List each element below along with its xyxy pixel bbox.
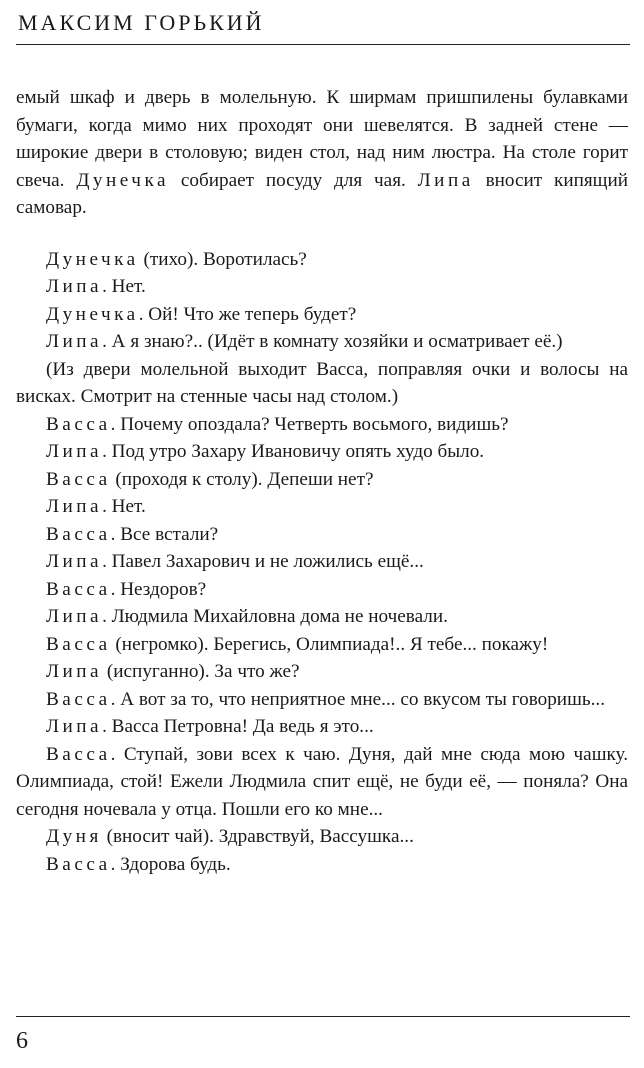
line-text: (вносит чай). Здравствуй, Вассушка... xyxy=(101,826,414,847)
line-text: . Под утро Захару Ивановичу опять худо было. xyxy=(102,441,485,462)
line-text: . Ой! Что же теперь будет? xyxy=(138,303,357,325)
dialogue-line xyxy=(16,246,628,274)
dialogue-line xyxy=(16,658,628,686)
line-text: . Почему опоздала? Четверть восьмого, видишь? xyxy=(110,413,509,435)
line-text: . А я знаю?.. (Идёт в комнату хозяйки и осматривает её.) xyxy=(102,331,563,352)
page-body xyxy=(16,84,628,878)
dialogue-line xyxy=(16,493,628,521)
line-text: . Людмила Михайловна дома не ночевали. xyxy=(102,606,448,627)
line-text: . Павел Захарович и не ложились ещё... xyxy=(102,551,424,572)
speaker-name: Васса xyxy=(46,633,111,655)
line-text: (проходя к столу). Депеши нет? xyxy=(110,468,374,490)
speaker-name: Липа xyxy=(46,331,103,352)
speaker-name: Васса xyxy=(46,523,111,545)
dialogue-line xyxy=(16,686,628,714)
speaker-name: Васса xyxy=(46,853,111,875)
speaker-name: Липа xyxy=(46,276,103,297)
speaker-name: Васса xyxy=(46,743,111,765)
line-text: . Все встали? xyxy=(110,523,219,545)
speaker-name: Васса xyxy=(46,688,111,710)
dialogue-line xyxy=(16,603,628,631)
dialogue-line xyxy=(16,521,628,549)
dialogue xyxy=(16,246,628,879)
line-text: (испуганно). За что же? xyxy=(102,661,300,682)
footer-divider xyxy=(16,1016,630,1017)
speaker-name: Липа xyxy=(46,496,103,517)
speaker-name: Дунечка xyxy=(46,248,139,270)
dialogue-line xyxy=(16,741,628,824)
line-text: . Ступай, зови всех к чаю. Дуня, дай мне сюда мою чашку. Олимпиада, стой! Ежели Людмила спит ещё, не буди её, — поняла? Она сегодня ночевала у отца. Пошли его ко мне... xyxy=(16,743,628,820)
line-text: (негромко). Берегись, Олимпиада!.. Я тебе... покажу! xyxy=(110,633,549,655)
intro-speaker-lipa: Липа xyxy=(417,169,474,191)
running-header: МАКСИМ ГОРЬКИЙ xyxy=(18,10,265,35)
dialogue-line xyxy=(16,713,628,741)
dialogue-line xyxy=(16,548,628,576)
intro-speaker-dunechka: Дунечка xyxy=(76,169,169,191)
speaker-name: Липа xyxy=(46,661,103,682)
speaker-name: Дуня xyxy=(46,826,102,847)
dialogue-line xyxy=(16,823,628,851)
dialogue-line xyxy=(16,576,628,604)
line-text: . Васса Петровна! Да ведь я это... xyxy=(102,716,374,737)
dialogue-line xyxy=(16,273,628,301)
speaker-name: Липа xyxy=(46,551,103,572)
line-text: (тихо). Воротилась? xyxy=(138,248,307,270)
line-text: . Нет. xyxy=(102,276,146,297)
dialogue-line xyxy=(16,466,628,494)
speaker-name: Липа xyxy=(46,716,103,737)
line-text: . Здорова будь. xyxy=(110,853,231,875)
line-text: . Нет. xyxy=(102,496,146,517)
line-text: . А вот за то, что неприятное мне... со вкусом ты говоришь... xyxy=(110,688,605,710)
header-divider xyxy=(16,44,630,45)
speaker-name: Васса xyxy=(46,468,111,490)
intro-text-a: емый шкаф и дверь в молельную. К ширмам пришпилены булавками бумаги, когда мимо них проходят они шевелятся. В задней стене — широкие двери в столовую; виден стол, над ним люстра. На столе горит свеча. xyxy=(16,87,628,191)
dialogue-line xyxy=(16,438,628,466)
stage-direction-intro xyxy=(16,84,628,222)
dialogue-line xyxy=(16,631,628,659)
dialogue-line xyxy=(16,328,628,356)
dialogue-line xyxy=(16,411,628,439)
speaker-name: Липа xyxy=(46,606,103,627)
intro-text-b: собирает посуду для чая. xyxy=(169,169,418,191)
stage-direction xyxy=(16,356,628,411)
line-text: (Из двери молельной выходит Васса, поправляя очки и волосы на висках. Смотрит на стенные часы над столом.) xyxy=(16,358,628,407)
speaker-name: Дунечка xyxy=(46,303,139,325)
speaker-name: Васса xyxy=(46,413,111,435)
dialogue-line xyxy=(16,851,628,879)
intro-text-c: вносит кипящий самовар. xyxy=(16,169,628,218)
speaker-name: Васса xyxy=(46,578,111,600)
line-text: . Нездоров? xyxy=(110,578,207,600)
speaker-name: Липа xyxy=(46,441,103,462)
page-number: 6 xyxy=(16,1028,28,1054)
dialogue-line xyxy=(16,301,628,329)
